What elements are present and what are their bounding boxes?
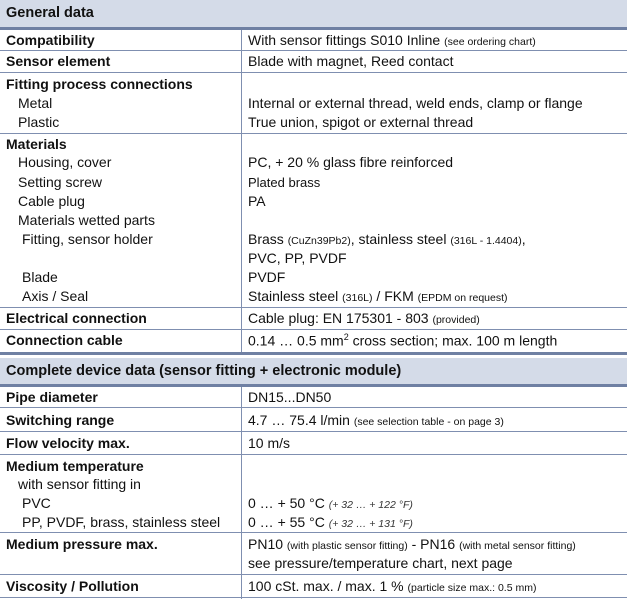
row-label: Pipe diameter <box>6 389 98 405</box>
sub-label-fitting-holder: Fitting, sensor holder <box>22 231 153 247</box>
row-label: Sensor element <box>6 53 111 69</box>
sub-label-wetted: Materials wetted parts <box>18 212 155 228</box>
row-value: 10 m/s <box>248 435 291 451</box>
section-title: Complete device data (sensor fitting + electronic module) <box>6 363 402 379</box>
row-label: Electrical connection <box>6 310 147 326</box>
divider <box>0 597 627 598</box>
row-label: Compatibility <box>6 32 95 48</box>
row-value: 0.14 … 0.5 $mm^2$ cross section; max. 100 m length <box>248 332 558 349</box>
row-viscosity <box>0 575 627 597</box>
row-note: (provided) <box>432 314 480 326</box>
row-label: Fitting process connections <box>6 76 193 92</box>
row-sensor-element <box>0 51 627 72</box>
sub-label-plug: Cable plug <box>18 193 85 209</box>
value-screw: Plated brass <box>248 175 321 190</box>
value-pvc: 0 … + 50 °C <box>248 495 325 511</box>
sub-label-pvc: PVC <box>22 495 51 511</box>
sub-label-plastic: Plastic <box>18 114 60 130</box>
sub-label-screw: Setting screw <box>18 174 103 190</box>
section-title: General data <box>6 5 94 21</box>
value-housing: PC, + 20 % glass fibre reinforced <box>248 154 454 170</box>
value-metal: Internal or external thread, weld ends, clamp or flange <box>248 95 583 111</box>
row-note: (see ordering chart) <box>444 36 536 48</box>
row-note: (particle size max.: 0.5 mm) <box>407 582 537 594</box>
row-note: (see selection table - on page 3) <box>353 416 504 428</box>
row-electrical-connection <box>0 308 627 329</box>
row-value: With sensor fittings S010 Inline <box>248 32 441 48</box>
value-pp: 0 … + 55 °C <box>248 514 325 530</box>
row-switching-range <box>0 408 627 431</box>
value-pressure: PN10 (with plastic sensor fitting) - PN16 (with metal sensor fitting) <box>248 536 576 552</box>
value-plastic: True union, spigot or external thread <box>248 114 474 130</box>
row-value: Cable plug: EN 175301 - 803 <box>248 310 429 326</box>
row-compatibility <box>0 30 627 50</box>
row-value: Blade with magnet, Reed contact <box>248 53 454 69</box>
value-axis: Stainless steel (316L) / FKM (EPDM on request) <box>248 288 508 304</box>
sub-label-axis: Axis / Seal <box>22 288 89 304</box>
row-pipe-diameter <box>0 387 627 407</box>
row-fitting-connections <box>0 73 627 132</box>
sub-label-housing: Housing, cover <box>18 154 112 170</box>
sub-label-blade: Blade <box>22 269 58 285</box>
row-value: 100 cSt. max. / max. 1 % <box>248 578 404 594</box>
row-label: Switching range <box>6 412 115 428</box>
row-label: Medium pressure max. <box>6 536 158 552</box>
row-materials <box>0 134 627 308</box>
row-medium-pressure <box>0 533 627 574</box>
row-medium-temperature <box>0 455 627 532</box>
section-header-complete <box>0 358 627 385</box>
section-header-general <box>0 0 627 27</box>
row-label: Connection cable <box>6 332 123 348</box>
row-label: Flow velocity max. <box>6 435 130 451</box>
divider <box>0 352 627 355</box>
row-label: Medium temperature <box>6 458 144 474</box>
row-flow-velocity <box>0 432 627 454</box>
sub-label-sensor-fitting: with sensor fitting in <box>18 476 141 492</box>
value-plug: PA <box>248 193 266 209</box>
note-pvc: (+ 32 … + 122 °F) <box>328 499 413 511</box>
row-label: Materials <box>6 136 67 152</box>
row-value: DN15...DN50 <box>248 389 332 405</box>
value-fitting-holder-line2: PVC, PP, PVDF <box>248 250 347 266</box>
row-connection-cable <box>0 330 627 352</box>
row-label: Viscosity / Pollution <box>6 578 139 594</box>
sub-label-metal: Metal <box>18 95 53 111</box>
value-fitting-holder: Brass (CuZn39Pb2), stainless steel (316L - 1.4404), <box>248 231 526 247</box>
note-pp: (+ 32 … + 131 °F) <box>328 518 413 530</box>
value-blade: PVDF <box>248 269 286 285</box>
value-pressure-line2: see pressure/temperature chart, next page <box>248 555 513 571</box>
row-value: 4.7 … 75.4 l/min <box>248 412 350 428</box>
sub-label-pp: PP, PVDF, brass, stainless steel <box>22 514 221 530</box>
